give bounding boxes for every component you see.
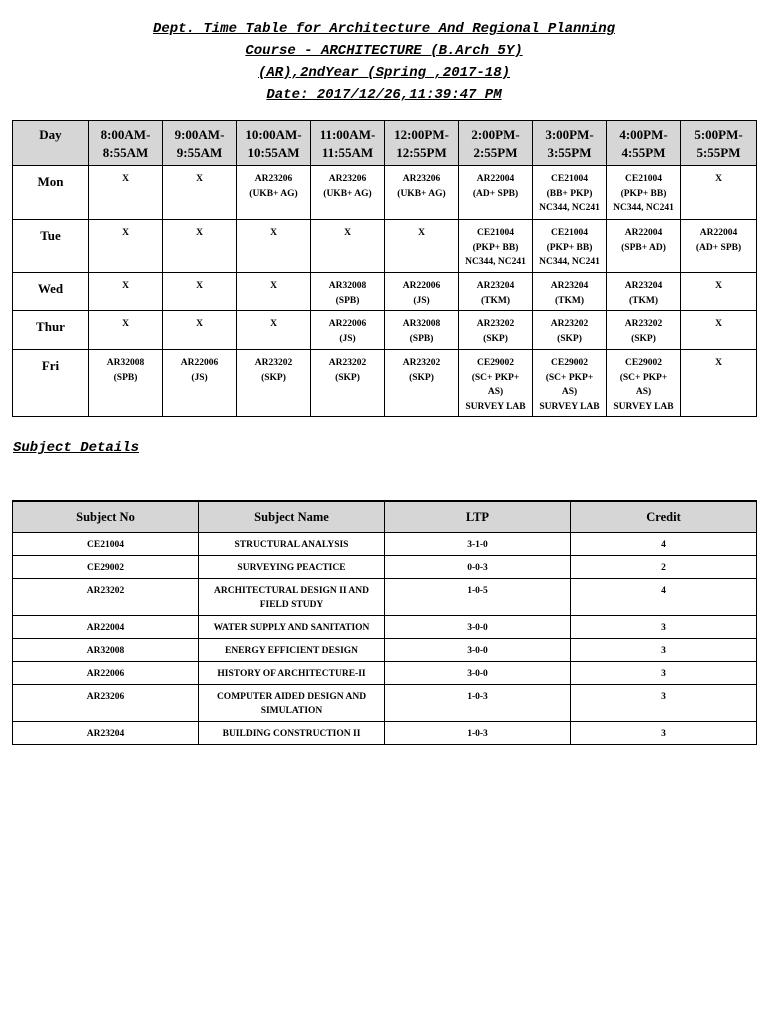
header-text: 10:55AM — [247, 145, 300, 160]
cell-text: X — [270, 319, 277, 329]
header-text: 12:00PM- — [394, 127, 449, 142]
cell-text: AR32008 — [402, 319, 441, 329]
subject-ltp: 3-1-0 — [385, 533, 571, 556]
cell-text: (SKP) — [261, 372, 286, 383]
subject-row — [13, 639, 757, 662]
cell-text: AR32008 — [328, 281, 367, 291]
timetable-cell — [459, 166, 533, 220]
timetable-cell — [533, 166, 607, 220]
subject-details-table — [12, 500, 757, 745]
subject-ltp: 0-0-3 — [385, 556, 571, 579]
subject-name — [199, 616, 385, 639]
document-header — [0, 18, 768, 106]
cell-text: (TKM) — [480, 295, 511, 306]
header-text: 11:55AM — [321, 145, 374, 160]
timetable-cell — [89, 350, 163, 417]
timetable-cell — [163, 273, 237, 311]
timetable-cell — [237, 311, 311, 350]
day-label: Fri — [13, 350, 89, 417]
subject-credit: 3 — [571, 639, 757, 662]
cell-text: AR23204 — [624, 281, 663, 291]
cell-text: (UKB+ AG) — [249, 188, 298, 199]
timetable-cell — [607, 350, 681, 417]
cell-text: SURVEY LAB — [539, 401, 600, 412]
timetable-cell — [311, 273, 385, 311]
timetable-cell — [681, 350, 757, 417]
subject-name — [199, 579, 385, 616]
header-text: Day — [39, 127, 62, 142]
subject-number: AR32008 — [13, 639, 199, 662]
header-year: (AR),2ndYear (Spring ,2017-18) — [257, 65, 511, 81]
subject-column-header: Credit — [571, 501, 757, 533]
header-text: 4:55PM — [621, 145, 666, 160]
subject-number: AR22006 — [13, 662, 199, 685]
subject-name-text: BUILDING CONSTRUCTION II — [222, 729, 361, 739]
timetable-cell — [385, 166, 459, 220]
timetable-cell — [311, 220, 385, 273]
timetable-cell — [385, 311, 459, 350]
timetable-row — [13, 166, 757, 220]
cell-text: (JS) — [413, 295, 430, 306]
timetable-cell — [89, 273, 163, 311]
timetable-cell — [681, 273, 757, 311]
timetable-row — [13, 350, 757, 417]
subject-row — [13, 662, 757, 685]
timetable-cell — [385, 220, 459, 273]
timetable-cell — [459, 273, 533, 311]
timetable-cell — [163, 350, 237, 417]
subject-credit: 3 — [571, 616, 757, 639]
header-text: 9:00AM- — [174, 127, 225, 142]
cell-text: X — [270, 228, 277, 238]
timetable-cell — [533, 311, 607, 350]
subject-name-text: COMPUTER AIDED DESIGN AND — [216, 692, 367, 702]
subject-name-text: FIELD STUDY — [259, 600, 324, 610]
cell-text: X — [344, 228, 351, 238]
day-label: Mon — [13, 166, 89, 220]
cell-text: AS) — [561, 387, 578, 397]
cell-text: AR23204 — [476, 281, 515, 291]
cell-text: CE21004 — [551, 174, 588, 184]
subject-credit: 4 — [571, 579, 757, 616]
cell-text: AR22006 — [328, 319, 367, 329]
timetable-cell — [89, 311, 163, 350]
subject-name — [199, 662, 385, 685]
cell-text: AR22004 — [624, 228, 663, 238]
cell-text: (TKM) — [554, 295, 585, 306]
cell-text: X — [122, 281, 129, 291]
cell-text: CE29002 — [625, 358, 662, 368]
cell-text: AR23202 — [328, 358, 367, 368]
timetable-cell — [311, 311, 385, 350]
time-slot-header — [681, 121, 757, 166]
subject-ltp: 1-0-5 — [385, 579, 571, 616]
header-title: Dept. Time Table for Architecture And Regional Planning — [152, 21, 616, 37]
subject-row — [13, 579, 757, 616]
cell-text: (AD+ SPB) — [472, 188, 519, 199]
subject-column-header: Subject Name — [199, 501, 385, 533]
subject-number: AR23202 — [13, 579, 199, 616]
timetable-row — [13, 311, 757, 350]
subject-name-text: HISTORY OF ARCHITECTURE-II — [217, 669, 366, 679]
cell-text: (SPB) — [409, 333, 434, 344]
cell-text: AR23206 — [254, 174, 293, 184]
time-slot-header — [459, 121, 533, 166]
time-slot-header — [607, 121, 681, 166]
cell-text: X — [122, 228, 129, 238]
timetable-cell — [459, 220, 533, 273]
timetable-cell — [681, 311, 757, 350]
cell-text: CE29002 — [551, 358, 588, 368]
header-text: 9:55AM — [176, 145, 223, 160]
timetable-row — [13, 273, 757, 311]
timetable-cell — [237, 273, 311, 311]
header-text: 3:55PM — [547, 145, 592, 160]
subject-credit: 3 — [571, 685, 757, 722]
cell-text: AR32008 — [106, 358, 145, 368]
timetable-cell — [163, 220, 237, 273]
header-text: 10:00AM- — [245, 127, 302, 142]
timetable-cell — [607, 273, 681, 311]
subject-number: AR23204 — [13, 722, 199, 745]
timetable-header-row — [13, 121, 757, 166]
subject-number: CE29002 — [13, 556, 199, 579]
subject-ltp: 3-0-0 — [385, 639, 571, 662]
timetable-cell — [89, 220, 163, 273]
time-slot-header — [237, 121, 311, 166]
subject-ltp: 1-0-3 — [385, 685, 571, 722]
subject-row — [13, 616, 757, 639]
time-slot-header — [533, 121, 607, 166]
cell-text: (UKB+ AG) — [323, 188, 372, 199]
day-column-header — [13, 121, 89, 166]
subject-name — [199, 533, 385, 556]
cell-text: AR23202 — [624, 319, 663, 329]
subject-row — [13, 722, 757, 745]
subject-row — [13, 533, 757, 556]
subject-name — [199, 685, 385, 722]
cell-text: (SPB+ AD) — [621, 242, 666, 253]
cell-text: (SKP) — [409, 372, 434, 383]
timetable-cell — [237, 166, 311, 220]
cell-text: X — [715, 174, 722, 184]
cell-text: AR22006 — [402, 281, 441, 291]
cell-text: (SC+ PKP+ — [545, 372, 594, 383]
cell-text: CE21004 — [477, 228, 514, 238]
subject-details-title: Subject Details — [13, 440, 140, 456]
subject-name — [199, 722, 385, 745]
time-slot-header — [89, 121, 163, 166]
timetable-cell — [681, 166, 757, 220]
cell-text: (SKP) — [631, 333, 656, 344]
subject-details-header-row — [13, 501, 757, 533]
timetable-cell — [533, 350, 607, 417]
cell-text: X — [196, 319, 203, 329]
subject-name-text: WATER SUPPLY AND SANITATION — [213, 623, 370, 633]
header-text: 4:00PM- — [619, 127, 668, 142]
timetable-cell — [237, 350, 311, 417]
timetable-cell — [385, 350, 459, 417]
time-slot-header — [311, 121, 385, 166]
cell-text: (SPB) — [335, 295, 360, 306]
subject-number: CE21004 — [13, 533, 199, 556]
cell-text: CE21004 — [551, 228, 588, 238]
cell-text: AR22006 — [180, 358, 219, 368]
timetable-cell — [681, 220, 757, 273]
cell-text: (AD+ SPB) — [695, 242, 742, 253]
cell-text: X — [715, 281, 722, 291]
timetable-cell — [89, 166, 163, 220]
cell-text: X — [196, 281, 203, 291]
time-slot-header — [385, 121, 459, 166]
timetable-cell — [607, 311, 681, 350]
header-text: 5:55PM — [696, 145, 741, 160]
timetable-cell — [533, 220, 607, 273]
cell-text: X — [270, 281, 277, 291]
timetable-cell — [311, 350, 385, 417]
subject-ltp: 3-0-0 — [385, 662, 571, 685]
cell-text: SURVEY LAB — [465, 401, 526, 412]
subject-number: AR22004 — [13, 616, 199, 639]
cell-text: NC344, NC241 — [613, 203, 674, 213]
cell-text: CE21004 — [625, 174, 662, 184]
cell-text: (UKB+ AG) — [397, 188, 446, 199]
subject-credit: 3 — [571, 662, 757, 685]
cell-text: X — [715, 358, 722, 368]
header-text: 12:55PM — [396, 145, 447, 160]
subject-credit: 2 — [571, 556, 757, 579]
header-text: 8:00AM- — [100, 127, 151, 142]
header-course: Course - ARCHITECTURE (B.Arch 5Y) — [245, 43, 523, 59]
subject-name-text: SIMULATION — [260, 706, 323, 716]
subject-name — [199, 639, 385, 662]
timetable-row — [13, 220, 757, 273]
cell-text: X — [715, 319, 722, 329]
timetable-cell — [607, 220, 681, 273]
cell-text: AS) — [487, 387, 504, 397]
cell-text: X — [418, 228, 425, 238]
cell-text: X — [122, 174, 129, 184]
timetable-cell — [459, 311, 533, 350]
subject-column-header: LTP — [385, 501, 571, 533]
subject-row — [13, 556, 757, 579]
cell-text: AR23202 — [402, 358, 441, 368]
subject-credit: 4 — [571, 533, 757, 556]
cell-text: AR23202 — [476, 319, 515, 329]
header-text: 3:00PM- — [545, 127, 594, 142]
cell-text: (PKP+ BB) — [472, 242, 519, 253]
subject-number: AR23206 — [13, 685, 199, 722]
subject-credit: 3 — [571, 722, 757, 745]
subject-ltp: 3-0-0 — [385, 616, 571, 639]
day-label: Wed — [13, 273, 89, 311]
cell-text: AR23206 — [328, 174, 367, 184]
cell-text: (TKM) — [628, 295, 659, 306]
header-text: 8:55AM — [102, 145, 149, 160]
subject-column-header: Subject No — [13, 501, 199, 533]
cell-text: SURVEY LAB — [613, 401, 674, 412]
cell-text: (SC+ PKP+ — [619, 372, 668, 383]
cell-text: AR22004 — [476, 174, 515, 184]
subject-row — [13, 685, 757, 722]
day-label: Tue — [13, 220, 89, 273]
subject-name-text: SURVEYING PEACTICE — [237, 563, 346, 573]
timetable-cell — [385, 273, 459, 311]
cell-text: AR23202 — [254, 358, 293, 368]
timetable-cell — [311, 166, 385, 220]
cell-text: CE29002 — [477, 358, 514, 368]
subject-name-text: ARCHITECTURAL DESIGN II AND — [214, 586, 369, 596]
cell-text: NC344, NC241 — [539, 203, 600, 213]
cell-text: X — [196, 228, 203, 238]
subject-name — [199, 556, 385, 579]
cell-text: (SKP) — [335, 372, 360, 383]
cell-text: (PKP+ BB) — [620, 188, 667, 199]
cell-text: AS) — [635, 387, 652, 397]
cell-text: (PKP+ BB) — [546, 242, 593, 253]
cell-text: AR22004 — [699, 228, 738, 238]
header-date: Date: 2017/12/26,11:39:47 PM — [266, 87, 502, 103]
cell-text: (JS) — [191, 372, 208, 383]
cell-text: X — [122, 319, 129, 329]
cell-text: X — [196, 174, 203, 184]
timetable-cell — [459, 350, 533, 417]
timetable-cell — [163, 311, 237, 350]
subject-name-text: ENERGY EFFICIENT DESIGN — [224, 646, 359, 656]
subject-name-text: STRUCTURAL ANALYSIS — [234, 540, 349, 550]
cell-text: (SKP) — [557, 333, 582, 344]
cell-text: (BB+ PKP) — [546, 188, 593, 199]
cell-text: NC344, NC241 — [539, 257, 600, 267]
timetable-cell — [607, 166, 681, 220]
cell-text: NC344, NC241 — [465, 257, 526, 267]
cell-text: AR23202 — [550, 319, 589, 329]
timetable-cell — [237, 220, 311, 273]
subject-ltp: 1-0-3 — [385, 722, 571, 745]
time-slot-header — [163, 121, 237, 166]
header-text: 2:00PM- — [471, 127, 520, 142]
header-text: 11:00AM- — [319, 127, 376, 142]
header-text: 5:00PM- — [694, 127, 743, 142]
cell-text: (SC+ PKP+ — [471, 372, 520, 383]
cell-text: AR23206 — [402, 174, 441, 184]
cell-text: (SKP) — [483, 333, 508, 344]
cell-text: AR23204 — [550, 281, 589, 291]
header-text: 2:55PM — [473, 145, 518, 160]
timetable-cell — [533, 273, 607, 311]
day-label: Thur — [13, 311, 89, 350]
cell-text: (JS) — [339, 333, 356, 344]
timetable-cell — [163, 166, 237, 220]
cell-text: (SPB) — [113, 372, 138, 383]
timetable — [12, 120, 757, 417]
